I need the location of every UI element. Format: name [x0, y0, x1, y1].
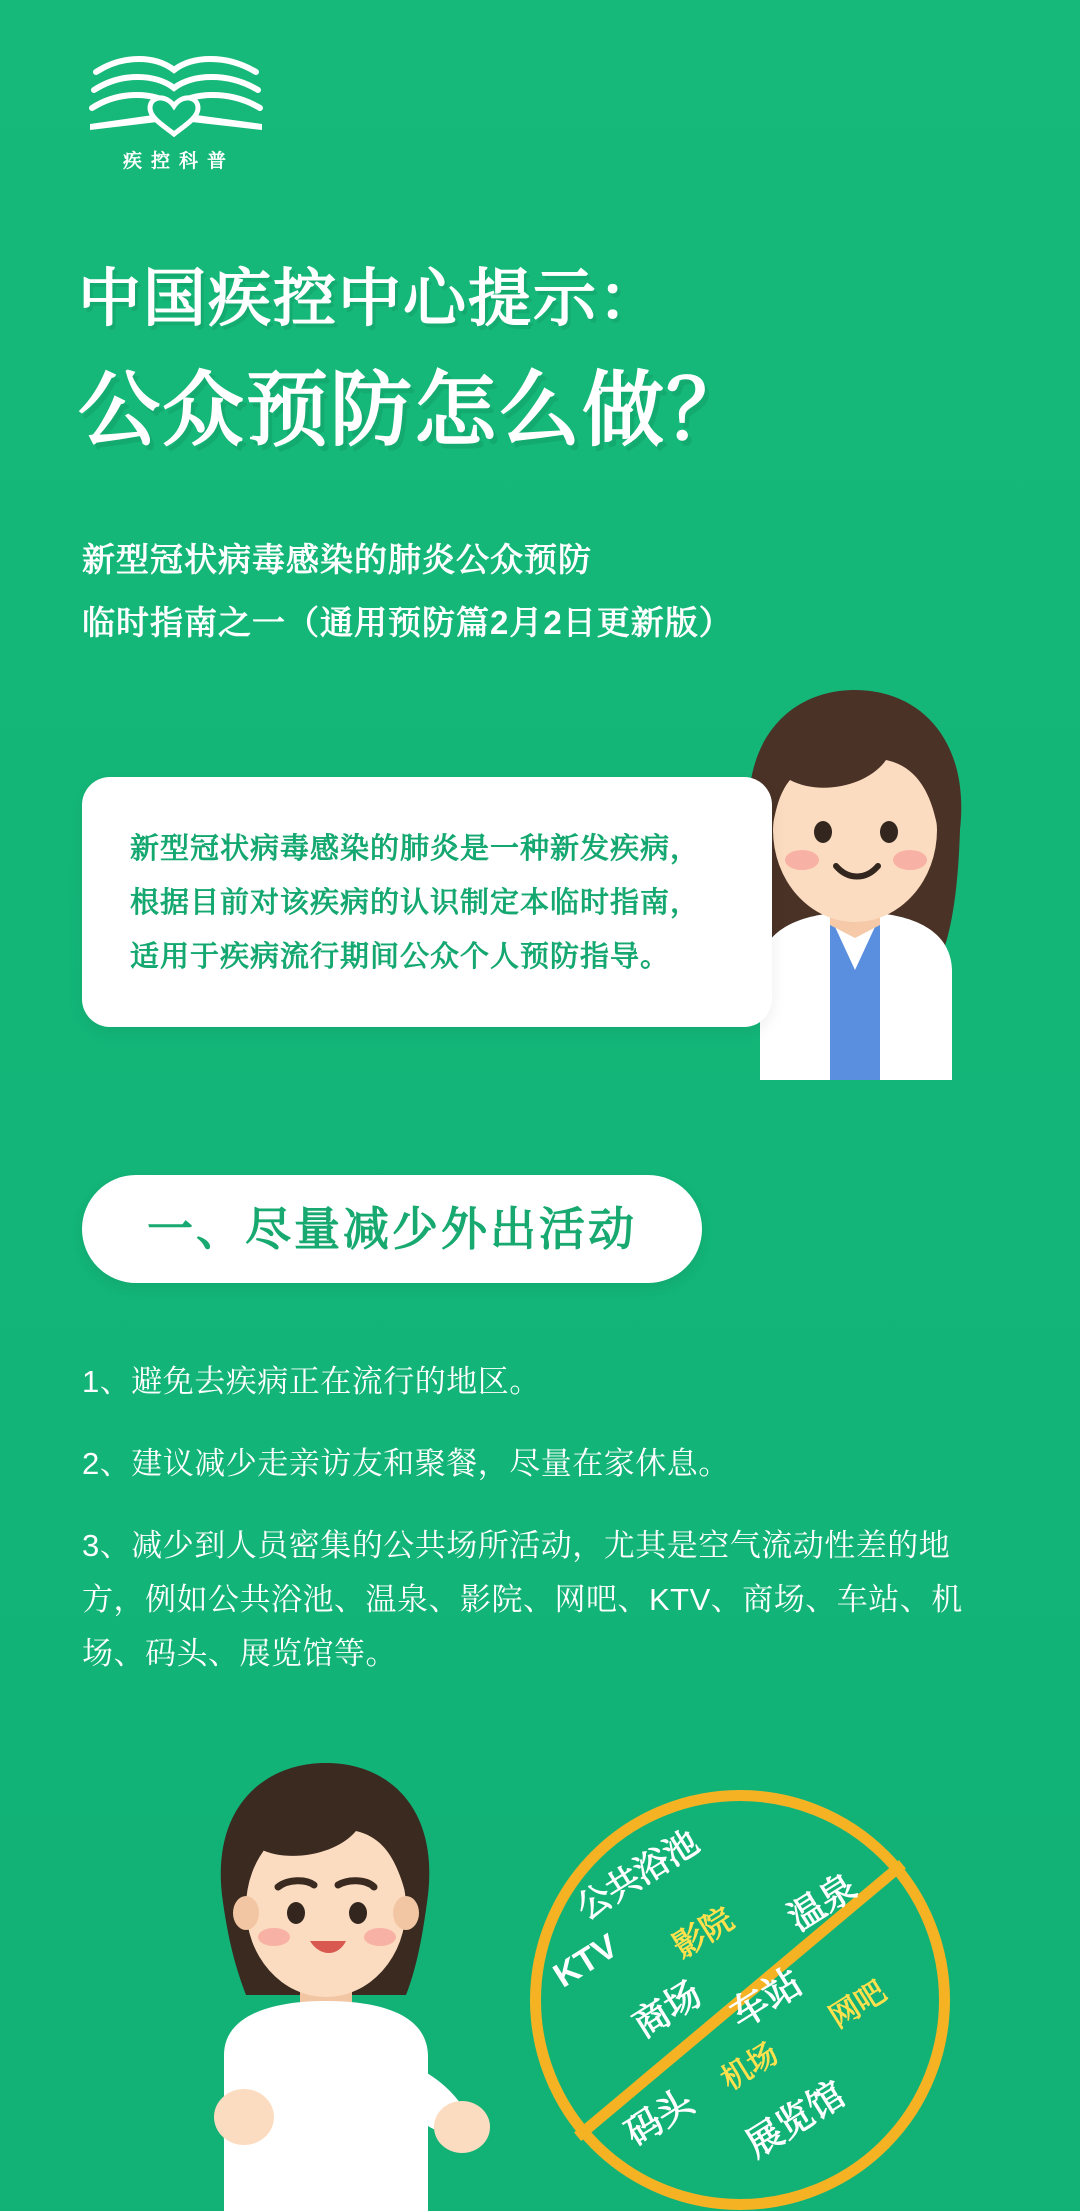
headline-subtitle-line2: 临时指南之一（通用预防篇2月2日更新版）	[82, 604, 733, 641]
list-item: 1、避免去疾病正在流行的地区。	[82, 1364, 541, 1399]
headline-line1: 中国疾控中心提示：	[78, 264, 663, 334]
prohibited-venue-word: 网吧	[823, 1975, 893, 2035]
prohibited-venue-word: 码头	[617, 2080, 701, 2154]
prohibited-venue-word: KTV	[546, 1926, 625, 1996]
headline-subtitle	[82, 528, 733, 654]
list-item: 2、建议减少走亲访友和聚餐，尽量在家休息。	[82, 1446, 730, 1481]
logo-caption: 疾控科普	[122, 151, 235, 172]
prohibition-sign	[530, 1790, 950, 2210]
headline-subtitle-line1: 新型冠状病毒感染的肺炎公众预防	[82, 541, 592, 578]
prohibited-venue-word: 展览馆	[738, 2073, 852, 2166]
young-man-illustration	[160, 1745, 490, 2211]
open-book-with-heart-icon	[86, 50, 266, 142]
advice-list	[82, 1355, 1012, 1709]
prohibited-venue-word: 商场	[625, 1972, 709, 2046]
prohibited-venue-word: 车站	[723, 1961, 810, 2038]
intro-text: 新型冠状病毒感染的肺炎是一种新发疾病，根据目前对该疾病的认识制定本临时指南，适用于疾病流行期间公众个人预防指导。	[130, 833, 701, 973]
prohibited-venue-word: 机场	[715, 2037, 785, 2097]
headline-line2: 公众预防怎么做？	[78, 365, 751, 456]
prohibited-venue-word: 温泉	[780, 1865, 864, 1939]
section-title: 一、尽量减少外出活动	[147, 1203, 637, 1255]
prohibited-venue-word: 公共浴池	[570, 1823, 706, 1928]
logo	[86, 50, 266, 180]
list-item: 3、减少到人员密集的公共场所活动，尤其是空气流动性差的地方，例如公共浴池、温泉、影院、网吧、KTV、商场、车站、机场、码头、展览馆等。	[82, 1528, 963, 1671]
prohibited-venue-word: 影院	[666, 1900, 740, 1965]
